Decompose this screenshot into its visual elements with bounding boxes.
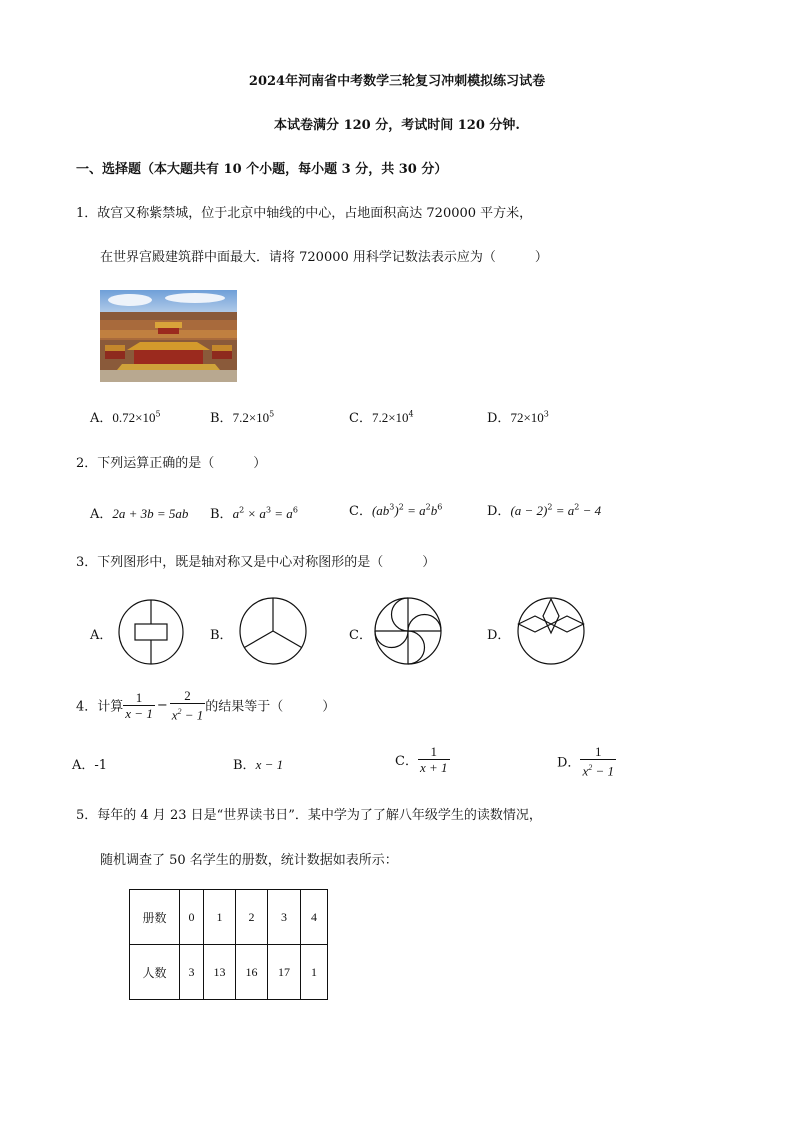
table-row: 人数 3 13 16 17 1 bbox=[130, 945, 328, 1000]
q2-option-c[interactable]: C．$(ab^3)^2 = a^2b^6$ bbox=[349, 502, 443, 519]
q1-option-b[interactable]: B．$7.2\times 10^5$ bbox=[210, 409, 275, 426]
q3-figure-d[interactable] bbox=[516, 596, 586, 666]
q3-label-a[interactable]: A． bbox=[90, 628, 113, 643]
page-subtitle: 本试卷满分 120 分，考试时间 120 分钟. bbox=[274, 118, 520, 133]
q5-line1: 5．每年的 4 月 23 日是“世界读书日”．某中学为了了解八年级学生的读数情况， bbox=[76, 808, 542, 823]
forbidden-city-photo bbox=[100, 290, 237, 382]
q4-expression: 4．计算 $\frac{1}{x - 1}$ − $\frac{2}{x^2 - 1}$ 的结果等于（ ） bbox=[76, 688, 336, 723]
q5-line2: 随机调查了 50 名学生的册数，统计数据如表所示： bbox=[100, 853, 398, 868]
page-title: 2024年河南省中考数学三轮复习冲刺模拟练习试卷 bbox=[248, 74, 546, 89]
q3-label-b[interactable]: B． bbox=[210, 628, 233, 643]
table-row: 册数 0 1 2 3 4 bbox=[130, 890, 328, 945]
q4-fraction-1: $\frac{1}{x - 1}$ bbox=[125, 689, 153, 721]
q4-option-b[interactable]: B．x − 1 bbox=[233, 757, 284, 773]
q1-line1: 1．故宫又称紫禁城，位于北京中轴线的中心，占地面积高达 720000 平方米， bbox=[76, 206, 533, 221]
q5-data-table bbox=[129, 889, 328, 1000]
q3-figure-c[interactable] bbox=[373, 596, 443, 666]
q1-line2: 在世界宫殿建筑群中面最大．请将 720000 用科学记数法表示应为（ ） bbox=[100, 250, 548, 265]
q2-stem: 2．下列运算正确的是（ ） bbox=[76, 456, 267, 471]
q4-fraction-2: $\frac{2}{x^2 - 1}$ bbox=[171, 688, 204, 723]
q3-figure-b[interactable] bbox=[238, 596, 308, 666]
section-heading: 一、选择题（本大题共有 10 个小题，每小题 3 分，共 30 分） bbox=[76, 162, 448, 177]
q4-option-d[interactable]: D． $\frac{1}{x^2 - 1}$ bbox=[557, 744, 614, 779]
q3-label-d[interactable]: D． bbox=[487, 628, 511, 643]
q2-option-b[interactable]: B．$a^2 \times a^3 = a^6$ bbox=[210, 505, 298, 522]
q3-figure-a[interactable] bbox=[117, 598, 185, 666]
q2-option-a[interactable]: A．2a + 3b = 5ab bbox=[90, 506, 189, 522]
q1-option-c[interactable]: C．$7.2\times 10^4$ bbox=[349, 409, 414, 426]
q1-option-a[interactable]: A．$0.72\times 10^5$ bbox=[90, 409, 161, 426]
q1-option-d[interactable]: D．$72\times 10^3$ bbox=[487, 409, 549, 426]
q2-option-d[interactable]: D．$(a - 2)^2 = a^2 - 4$ bbox=[487, 502, 602, 519]
q4-option-c[interactable]: C． $\frac{1}{x + 1}$ bbox=[395, 744, 448, 775]
q4-option-a[interactable]: A．-1 bbox=[72, 758, 108, 773]
q3-label-c[interactable]: C． bbox=[349, 628, 372, 643]
q3-stem: 3．下列图形中，既是轴对称又是中心对称图形的是（ ） bbox=[76, 555, 436, 570]
